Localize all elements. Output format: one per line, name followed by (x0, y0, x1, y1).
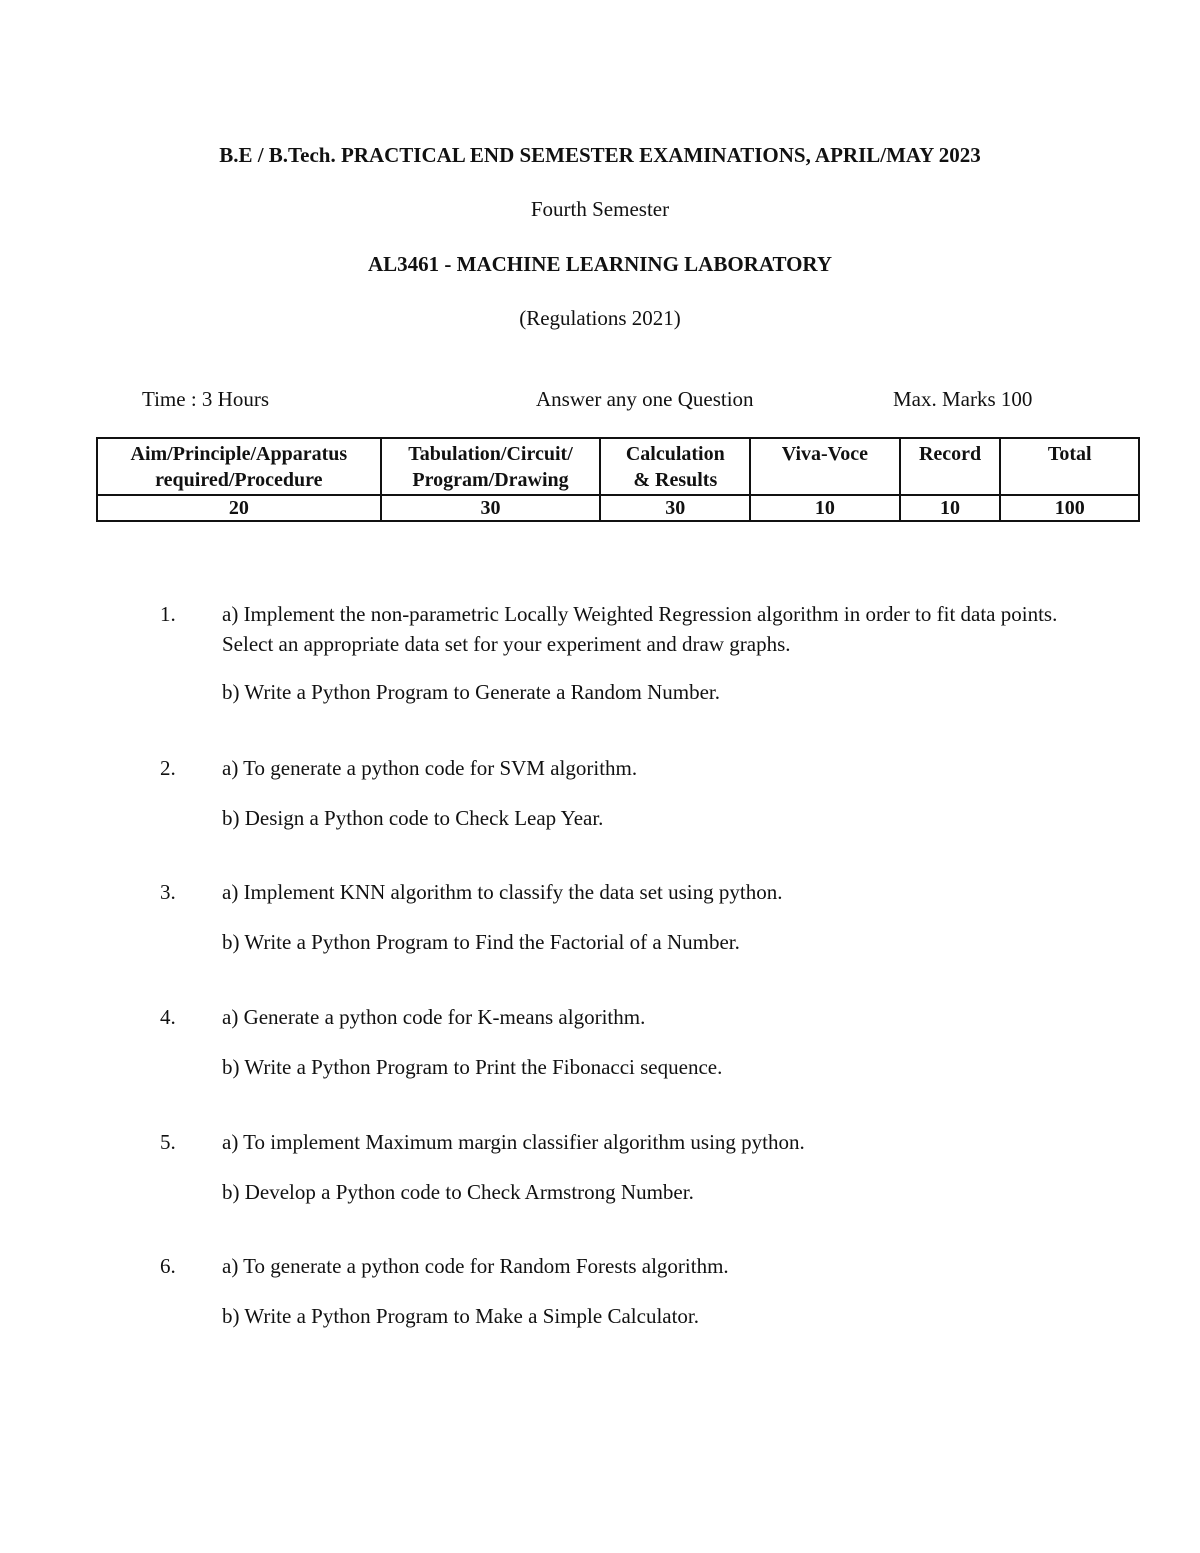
regulations-label: (Regulations 2021) (519, 306, 681, 330)
header-cell (381, 438, 601, 495)
question-part-a: a) Implement the non-parametric Locally Weighted Regression algorithm in order to fit data points. Select an appropriate data set for your experiment and draw graphs. (222, 602, 1058, 656)
header-line: required/Procedure (155, 469, 323, 491)
value-cell: 100 (1000, 495, 1139, 521)
question-part-b: b) Write a Python Program to Generate a Random Number. (222, 680, 720, 704)
exam-title: B.E / B.Tech. PRACTICAL END SEMESTER EXAMINATIONS, APRIL/MAY 2023 (219, 143, 981, 167)
question-part-b: b) Write a Python Program to Print the Fibonacci sequence. (222, 1055, 723, 1079)
question-number: 1. (160, 602, 176, 626)
question-part-b: b) Write a Python Program to Make a Simple Calculator. (222, 1304, 700, 1328)
question-number: 4. (160, 1005, 176, 1029)
question-part-a: a) To implement Maximum margin classifier algorithm using python. (222, 1130, 805, 1154)
course-title: AL3461 - MACHINE LEARNING LABORATORY (367, 252, 833, 276)
header-cell (900, 438, 1001, 495)
question-part-b: b) Write a Python Program to Find the Factorial of a Number. (222, 930, 740, 954)
header-cell (600, 438, 750, 495)
header-line: Aim/Principle/Apparatus (130, 443, 348, 465)
header-line: Record (918, 443, 982, 465)
question-part-b: b) Develop a Python code to Check Armstrong Number. (222, 1180, 694, 1204)
question-part-b: b) Design a Python code to Check Leap Year. (222, 806, 604, 830)
header-cell (750, 438, 899, 495)
value-cell: 10 (750, 495, 899, 521)
value-cell: 20 (97, 495, 381, 521)
header-cell (97, 438, 381, 495)
header-line: Viva-Voce (781, 443, 869, 465)
question-part-a: a) To generate a python code for Random Forests algorithm. (222, 1254, 729, 1278)
question-part-a: a) To generate a python code for SVM algorithm. (222, 756, 638, 780)
marks-table (96, 437, 1140, 522)
question-part-a: a) Implement KNN algorithm to classify the data set using python. (222, 880, 783, 904)
value-cell: 30 (600, 495, 750, 521)
marks-table-values-row (97, 495, 1139, 521)
semester-label: Fourth Semester (530, 197, 670, 221)
instruction-label: Answer any one Question (536, 387, 754, 411)
question-number: 5. (160, 1130, 176, 1154)
header-line: Program/Drawing (412, 469, 569, 491)
question-part-a: a) Generate a python code for K-means algorithm. (222, 1005, 646, 1029)
header-line: Tabulation/Circuit/ (408, 443, 573, 465)
header-line: & Results (633, 469, 718, 491)
value-cell: 30 (381, 495, 601, 521)
question-number: 6. (160, 1254, 176, 1278)
max-marks-label: Max. Marks 100 (893, 387, 1033, 411)
header-line: Calculation (625, 443, 725, 465)
header-cell (1000, 438, 1139, 495)
marks-table-header-row (97, 438, 1139, 495)
value-cell: 10 (900, 495, 1001, 521)
question-number: 2. (160, 756, 176, 780)
time-label: Time : 3 Hours (142, 387, 269, 411)
header-line: Total (1047, 443, 1092, 465)
question-number: 3. (160, 880, 176, 904)
